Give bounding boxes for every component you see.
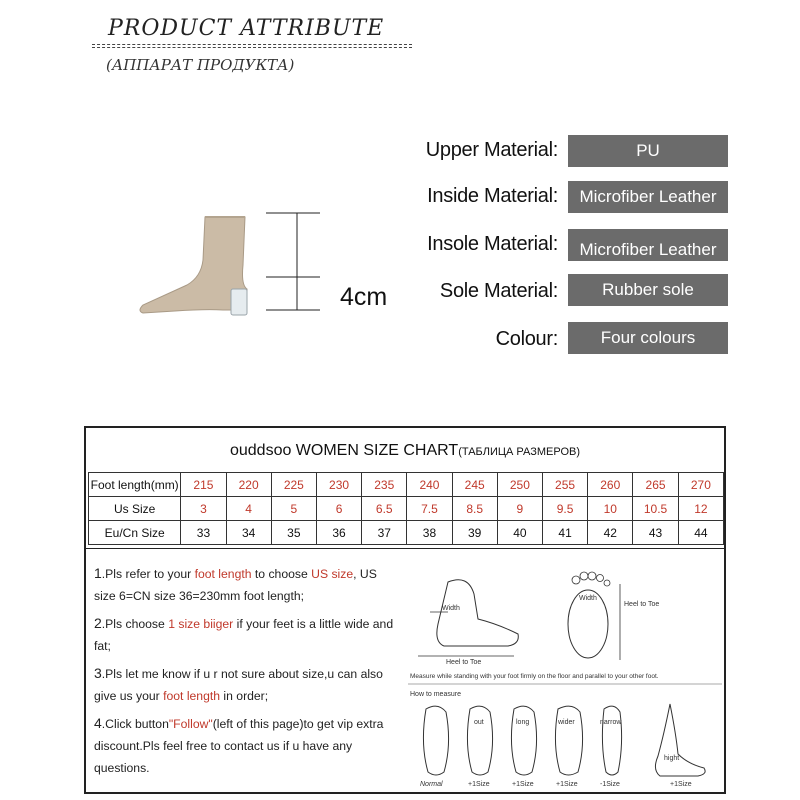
heel-to-toe-label-2: Heel to Toe xyxy=(624,601,660,608)
adjust-out: +1Size xyxy=(468,781,490,788)
attr-label-upper: Upper Material: xyxy=(425,139,558,161)
table-row xyxy=(89,473,724,497)
table-cell: 9.5 xyxy=(542,497,587,521)
adjust-wider: +1Size xyxy=(556,781,578,788)
size-notes xyxy=(94,562,394,784)
table-cell: 40 xyxy=(497,521,542,545)
size-table xyxy=(88,472,724,545)
table-cell: 37 xyxy=(362,521,407,545)
table-cell: 220 xyxy=(226,473,271,497)
table-row xyxy=(89,497,724,521)
table-cell: 7.5 xyxy=(407,497,452,521)
side-foot-icon xyxy=(437,580,518,646)
table-cell: 4 xyxy=(226,497,271,521)
adjust-narrow: -1Size xyxy=(600,781,620,788)
table-cell: 36 xyxy=(316,521,361,545)
page-title: PRODUCT ATTRIBUTE xyxy=(108,16,385,41)
type-narrow: narrow xyxy=(600,719,622,726)
attr-label-inside: Inside Material: xyxy=(427,185,558,207)
table-cell: 235 xyxy=(362,473,407,497)
row-header: Eu/Cn Size xyxy=(89,521,181,545)
section-divider xyxy=(86,548,724,549)
narrow-foot-icon xyxy=(602,706,621,775)
foot-types-row xyxy=(423,704,705,776)
table-cell: 8.5 xyxy=(452,497,497,521)
how-to-measure: How to measure xyxy=(410,691,461,698)
table-cell: 3 xyxy=(181,497,226,521)
note-4: 4.Click button"Follow"(left of this page)to get vip extra discount.Pls feel free to contact us if u have any questions. xyxy=(94,715,384,775)
width-label-2: Width xyxy=(579,595,597,602)
row-header: Us Size xyxy=(89,497,181,521)
title-underline xyxy=(92,44,412,45)
row-header: Foot length(mm) xyxy=(89,473,181,497)
attr-value-sole: Rubber sole xyxy=(568,274,728,306)
type-wider: wider xyxy=(558,719,575,726)
long-foot-icon xyxy=(511,706,536,775)
page-subtitle: (АППАРАТ ПРОДУКТА) xyxy=(106,56,295,74)
attr-value-upper: PU xyxy=(568,135,728,167)
adjust-long: +1Size xyxy=(512,781,534,788)
table-cell: 10 xyxy=(588,497,633,521)
foot-measure-diagram xyxy=(408,564,722,790)
table-cell: 215 xyxy=(181,473,226,497)
table-cell: 270 xyxy=(678,473,723,497)
table-cell: 265 xyxy=(633,473,678,497)
table-cell: 38 xyxy=(407,521,452,545)
note-3: 3.Pls let me know if u r not sure about size,u can also give us your foot length in order; xyxy=(94,665,383,703)
table-cell: 43 xyxy=(633,521,678,545)
table-cell: 10.5 xyxy=(633,497,678,521)
type-out: out xyxy=(474,719,484,726)
table-cell: 230 xyxy=(316,473,361,497)
high-instep-foot-icon xyxy=(655,704,705,776)
table-cell: 245 xyxy=(452,473,497,497)
table-cell: 34 xyxy=(226,521,271,545)
size-chart-title xyxy=(86,442,724,460)
out-foot-icon xyxy=(467,706,492,775)
normal-foot-icon xyxy=(423,706,448,775)
heel-height-label: 4cm xyxy=(340,283,388,311)
attr-value-inside: Microfiber Leather xyxy=(568,181,728,213)
table-cell: 6 xyxy=(316,497,361,521)
size-chart-title-en: ouddsoo WOMEN SIZE CHART xyxy=(229,442,459,459)
table-cell: 250 xyxy=(497,473,542,497)
note-2: 2.Pls choose 1 size biiger if your feet is a little wide and fat; xyxy=(94,615,394,653)
attr-label-sole: Sole Material: xyxy=(439,280,558,302)
attr-label-colour: Colour: xyxy=(495,328,558,350)
table-row xyxy=(89,521,724,545)
table-cell: 42 xyxy=(588,521,633,545)
size-chart-title-ru: (ТАБЛИЦА РАЗМЕРОВ) xyxy=(458,446,581,458)
type-high: hight xyxy=(664,755,680,762)
table-cell: 225 xyxy=(271,473,316,497)
wider-foot-icon xyxy=(555,706,582,775)
attr-value-insole: Microfiber Leather xyxy=(568,229,728,261)
table-cell: 5 xyxy=(271,497,316,521)
table-cell: 240 xyxy=(407,473,452,497)
size-chart xyxy=(84,426,726,794)
table-cell: 44 xyxy=(678,521,723,545)
width-label: Width xyxy=(442,605,460,612)
table-cell: 260 xyxy=(588,473,633,497)
attr-value-colour: Four colours xyxy=(568,322,728,354)
table-cell: 6.5 xyxy=(362,497,407,521)
title-underline-2 xyxy=(92,47,412,48)
note-1: 1.Pls refer to your foot length to choose US size, US size 6=CN size 36=230mm foot length; xyxy=(94,565,377,603)
adjust-high: +1Size xyxy=(670,781,692,788)
boot-image xyxy=(135,205,335,325)
table-cell: 12 xyxy=(678,497,723,521)
table-cell: 39 xyxy=(452,521,497,545)
table-cell: 41 xyxy=(542,521,587,545)
table-cell: 33 xyxy=(181,521,226,545)
table-cell: 35 xyxy=(271,521,316,545)
type-normal: Normal xyxy=(420,781,443,788)
measure-note: Measure while standing with your foot firmly on the floor and parallel to your other foot. xyxy=(410,673,659,680)
heel-to-toe-label: Heel to Toe xyxy=(446,659,482,666)
table-cell: 9 xyxy=(497,497,542,521)
type-long: long xyxy=(516,719,530,726)
attr-label-insole: Insole Material: xyxy=(427,233,558,255)
table-cell: 255 xyxy=(542,473,587,497)
